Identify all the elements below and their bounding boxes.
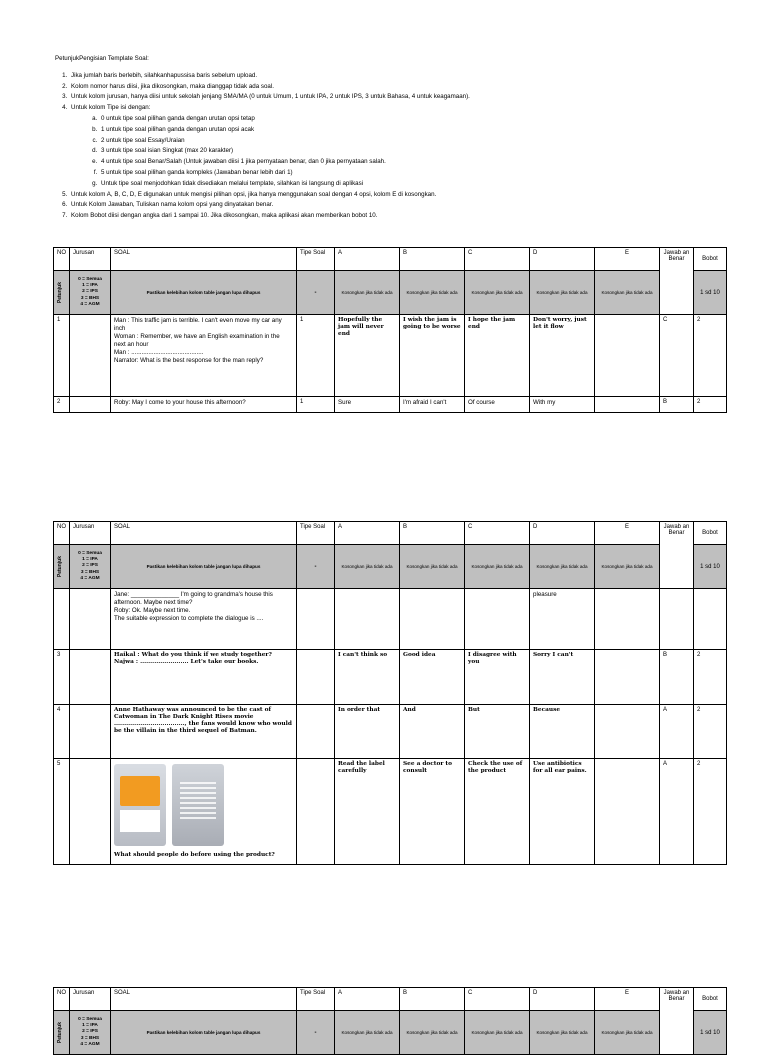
row-tipe [297, 589, 335, 650]
opsi-a-hint: Kosongkan jika tidak ada [335, 545, 400, 589]
question-table-3 [53, 987, 727, 1055]
row-jurusan [70, 759, 111, 865]
col-e-header: E [595, 248, 660, 271]
instructions-list [55, 71, 755, 222]
soal-line: Narrator: What is the best response for the man reply? [114, 357, 264, 364]
row-bobot: 2 [694, 315, 727, 397]
row-bobot: 2 [694, 650, 727, 705]
instruction-item-text: Untuk kolom Tipe isi dengan: [71, 104, 151, 112]
instruction-subitem: f. 5 untuk tipe soal pilihan ganda kompleks (Jawaban benar lebih dari 1) [99, 168, 755, 179]
header-row [54, 248, 727, 271]
legend-item: 0 = Semua [78, 1016, 102, 1022]
row-bobot: 2 [694, 705, 727, 759]
soal-line: Roby: Ok. Maybe next time. [114, 607, 191, 614]
option-b [400, 589, 465, 650]
row-jawaban: A [660, 705, 694, 759]
row-no [54, 589, 70, 650]
table-row [54, 759, 727, 865]
tipe-hint: - [297, 545, 335, 589]
petunjuk-cell [54, 545, 70, 589]
option-a: In order that [335, 705, 400, 759]
opsi-a-hint: Kosongkan jika tidak ada [335, 1011, 400, 1055]
instruction-item: 2. Kolom nomor harus diisi, jika dikosongkan, maka dianggap tidak ada soal. [69, 82, 755, 93]
instruction-sublist [71, 114, 755, 190]
option-d: pleasure [530, 589, 595, 650]
col-c-header: C [465, 248, 530, 271]
row-jawaban [660, 589, 694, 650]
option-c: I disagree with you [465, 650, 530, 705]
instruction-item: 3. Untuk kolom jurusan, hanya diisi untuk sekolah jenjang SMA/MA (0 untuk Umum, 1 untuk IPA, 2 untuk IPS, 3 untuk Bahasa, 4 untuk keagamaan). [69, 92, 755, 103]
soal-hint: Pastikan kelebihan kolom table jangan lupa dihapus [111, 271, 297, 315]
col-jawaban-header [660, 522, 694, 589]
col-soal-header: SOAL [111, 522, 297, 545]
row-no: 3 [54, 650, 70, 705]
soal-line: Najwa : ........................ Let's take our books. [114, 659, 259, 665]
row-jawaban: C [660, 315, 694, 397]
instruction-subitem: g. Untuk tipe soal menjodohkan tidak disediakan melalui template, silahkan isi langsung di aplikasi [99, 179, 755, 190]
option-d: Sorry I can't [530, 650, 595, 705]
soal-hint: Pastikan kelebihan kolom table jangan lupa dihapus [111, 545, 297, 589]
header-row [54, 522, 727, 545]
row-bobot: 2 [694, 397, 727, 413]
col-no-header: NO [54, 988, 70, 1011]
row-soal [111, 650, 297, 705]
bobot-hint: 1 sd 10 [694, 1011, 727, 1055]
product-image [114, 764, 293, 846]
col-a-header: A [335, 248, 400, 271]
row-no: 4 [54, 705, 70, 759]
petunjuk-cell [54, 271, 70, 315]
row-tipe [297, 759, 335, 865]
col-no-header: NO [54, 248, 70, 271]
opsi-d-hint: Kosongkan jika tidak ada [530, 545, 595, 589]
question-table-1 [53, 247, 727, 413]
col-d-header: D [530, 988, 595, 1011]
row-soal [111, 315, 297, 397]
legend-item: 1 = IPA [82, 283, 98, 289]
col-c-header: C [465, 522, 530, 545]
row-tipe [297, 650, 335, 705]
option-e [595, 759, 660, 865]
col-jurusan-header: Jurusan [70, 988, 111, 1011]
col-no-header: NO [54, 522, 70, 545]
hint-row [54, 271, 727, 315]
hint-row [54, 545, 727, 589]
col-jurusan-header: Jurusan [70, 248, 111, 271]
col-d-header: D [530, 248, 595, 271]
bobot-hint: 1 sd 10 [694, 545, 727, 589]
col-bobot-header: Bobot [694, 522, 727, 545]
header-row [54, 988, 727, 1011]
col-bobot-header: Bobot [694, 248, 727, 271]
jurusan-legend [70, 1011, 111, 1055]
row-soal [111, 589, 297, 650]
soal-hint: Pastikan kelebihan kolom table jangan lupa dihapus [111, 1011, 297, 1055]
col-jawaban-header [660, 988, 694, 1055]
option-e [595, 315, 660, 397]
opsi-b-hint: Kosongkan jika tidak ada [400, 1011, 465, 1055]
legend-item: 3 = BHS [80, 1035, 100, 1041]
instruction-subitem: b. 1 untuk tipe soal pilihan ganda dengan urutan opsi acak [99, 125, 755, 136]
soal-line: Man : This traffic jam is terrible. I can't even move my car any inch [114, 317, 282, 332]
instruction-item [69, 103, 755, 189]
col-soal-header: SOAL [111, 248, 297, 271]
row-bobot: 2 [694, 759, 727, 865]
opsi-c-hint: Kosongkan jika tidak ada [465, 1011, 530, 1055]
legend-item: 0 = Semua [78, 550, 102, 556]
jurusan-legend [70, 545, 111, 589]
option-b: I'm afraid I can't [400, 397, 465, 413]
row-jawaban: A [660, 759, 694, 865]
row-jurusan [70, 315, 111, 397]
bobot-hint: 1 sd 10 [694, 271, 727, 315]
row-jurusan [70, 589, 111, 650]
tipe-hint: - [297, 1011, 335, 1055]
petunjuk-label: Petunjuk [57, 555, 63, 578]
instruction-subitem: e. 4 untuk tipe soal Benar/Salah (Untuk jawaban diisi 1 jika pernyataan benar, dan 0 jika pernyataan salah. [99, 157, 755, 168]
jawaban-header-text: Jawab an Benar [663, 990, 690, 1002]
row-no: 2 [54, 397, 70, 413]
col-soal-header: SOAL [111, 988, 297, 1011]
option-c [465, 589, 530, 650]
row-tipe: 1 [297, 397, 335, 413]
instructions-title: PetunjukPengisian Template Soal: [55, 55, 149, 62]
legend-item: 1 = IPA [82, 1023, 98, 1029]
question-table-2 [53, 521, 727, 865]
opsi-e-hint: Kosongkan jika tidak ada [595, 545, 660, 589]
legend-item: 4 = AGM [80, 301, 100, 307]
row-soal: Anne Hathaway was announced to be the cast of Catwoman in The Dark Knight Rises movie ..................................., the fans would know who would be the villain in the third sequel of Batman. [111, 705, 297, 759]
col-c-header: C [465, 988, 530, 1011]
col-a-header: A [335, 522, 400, 545]
option-a: Sure [335, 397, 400, 413]
row-bobot [694, 589, 727, 650]
col-bobot-header: Bobot [694, 988, 727, 1011]
table-row [54, 589, 727, 650]
petunjuk-cell [54, 1011, 70, 1055]
table-row [54, 397, 727, 413]
soal-line: Man : .......................................... [114, 349, 204, 356]
product-package-back [172, 764, 224, 846]
table-row [54, 315, 727, 397]
option-c: Of course [465, 397, 530, 413]
soal-line: Woman : Remember, we have an English examination in the next an hour [114, 333, 280, 348]
legend-item: 4 = AGM [80, 1041, 100, 1047]
option-d: Because [530, 705, 595, 759]
option-a [335, 589, 400, 650]
opsi-a-hint: Kosongkan jika tidak ada [335, 271, 400, 315]
option-a: Hopefully the jam will never end [335, 315, 400, 397]
instructions [55, 54, 755, 222]
option-e [595, 589, 660, 650]
row-no: 1 [54, 315, 70, 397]
col-a-header: A [335, 988, 400, 1011]
col-tipe-header: Tipe Soal [297, 522, 335, 545]
petunjuk-label: Petunjuk [57, 1021, 63, 1044]
legend-item: 0 = Semua [78, 276, 102, 282]
col-b-header: B [400, 522, 465, 545]
jawaban-header-text: Jawab an Benar [663, 250, 690, 262]
row-jurusan [70, 650, 111, 705]
row-jurusan [70, 705, 111, 759]
col-b-header: B [400, 248, 465, 271]
option-d: Don't worry, just let it flow [530, 315, 595, 397]
opsi-d-hint: Kosongkan jika tidak ada [530, 271, 595, 315]
instruction-item: 5. Untuk kolom A, B, C, D, E digunakan untuk mengisi pilihan opsi, jika hanya menggunakan soal dengan 4 opsi, kolom E di kosongkan. [69, 190, 755, 201]
product-package-front [114, 764, 166, 846]
tipe-hint: - [297, 271, 335, 315]
jurusan-legend [70, 271, 111, 315]
option-b: See a doctor to consult [400, 759, 465, 865]
opsi-c-hint: Kosongkan jika tidak ada [465, 271, 530, 315]
row-tipe [297, 705, 335, 759]
legend-item: 1 = IPA [82, 557, 98, 563]
col-e-header: E [595, 988, 660, 1011]
option-c: I hope the jam end [465, 315, 530, 397]
soal-line: The suitable expression to complete the dialogue is .... [114, 615, 264, 622]
option-a: Read the label carefully [335, 759, 400, 865]
opsi-e-hint: Kosongkan jika tidak ada [595, 271, 660, 315]
petunjuk-label: Petunjuk [57, 281, 63, 304]
option-e [595, 397, 660, 413]
option-c: But [465, 705, 530, 759]
table-row [54, 705, 727, 759]
option-d: Use antibiotics for all ear pains. [530, 759, 595, 865]
instruction-subitem: a. 0 untuk tipe soal pilihan ganda dengan urutan opsi tetap [99, 114, 755, 125]
instruction-subitem: c. 2 untuk tipe soal Essay/Uraian [99, 136, 755, 147]
instruction-item: 7. Kolom Bobot diisi dengan angka dari 1 sampai 10. Jika dikosongkan, maka aplikasi akan memberikan bobot 10. [69, 211, 755, 222]
option-b: Good idea [400, 650, 465, 705]
row-soal [111, 759, 297, 865]
option-c: Check the use of the product [465, 759, 530, 865]
col-jurusan-header: Jurusan [70, 522, 111, 545]
col-tipe-header: Tipe Soal [297, 248, 335, 271]
col-d-header: D [530, 522, 595, 545]
row-no: 5 [54, 759, 70, 865]
instruction-subitem: d. 3 untuk tipe soal isian Singkat (max 20 karakter) [99, 146, 755, 157]
col-tipe-header: Tipe Soal [297, 988, 335, 1011]
row-soal: Roby: May I come to your house this afternoon? [111, 397, 297, 413]
option-e [595, 650, 660, 705]
col-b-header: B [400, 988, 465, 1011]
opsi-e-hint: Kosongkan jika tidak ada [595, 1011, 660, 1055]
col-jawaban-header [660, 248, 694, 315]
option-e [595, 705, 660, 759]
legend-item: 3 = BHS [80, 295, 100, 301]
option-a: I can't think so [335, 650, 400, 705]
instruction-item: 1. Jika jumlah baris berlebih, silahkanhapussisa baris sebelum upload. [69, 71, 755, 82]
soal-caption: What should people do before using the product? [114, 852, 275, 858]
soal-line: Haikal : What do you think if we study together? [114, 652, 272, 658]
option-b: I wish the jam is going to be worse [400, 315, 465, 397]
option-b: And [400, 705, 465, 759]
row-tipe: 1 [297, 315, 335, 397]
jawaban-header-text: Jawab an Benar [663, 524, 690, 536]
legend-item: 2 = IPS [82, 563, 98, 569]
table-row [54, 650, 727, 705]
row-jawaban: B [660, 397, 694, 413]
col-e-header: E [595, 522, 660, 545]
row-jurusan [70, 397, 111, 413]
opsi-b-hint: Kosongkan jika tidak ada [400, 271, 465, 315]
opsi-d-hint: Kosongkan jika tidak ada [530, 1011, 595, 1055]
hint-row [54, 1011, 727, 1055]
row-jawaban: B [660, 650, 694, 705]
opsi-c-hint: Kosongkan jika tidak ada [465, 545, 530, 589]
instruction-item: 6. Untuk Kolom Jawaban, Tuliskan nama kolom opsi yang dinyatakan benar. [69, 200, 755, 211]
option-d: With my [530, 397, 595, 413]
legend-item: 4 = AGM [80, 575, 100, 581]
opsi-b-hint: Kosongkan jika tidak ada [400, 545, 465, 589]
legend-item: 2 = IPS [82, 1029, 98, 1035]
soal-line: Jane: ______________ I'm going to grandma's house this afternoon. Maybe next time? [114, 591, 273, 606]
legend-item: 2 = IPS [82, 289, 98, 295]
legend-item: 3 = BHS [80, 569, 100, 575]
